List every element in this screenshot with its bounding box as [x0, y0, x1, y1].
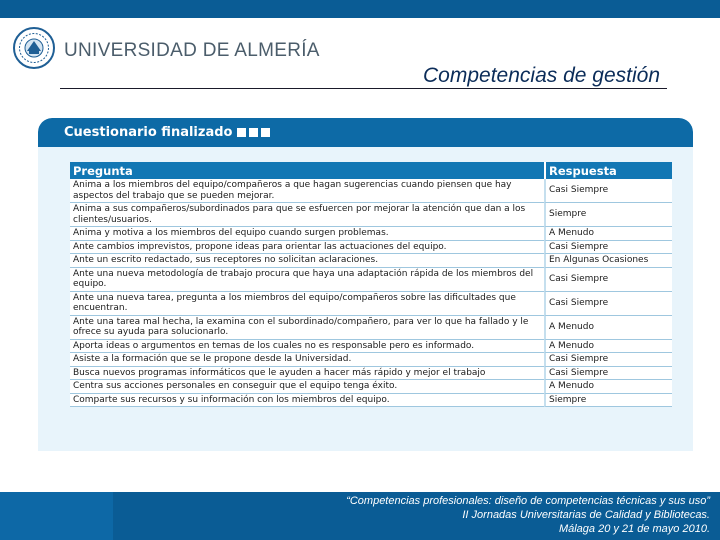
answer-cell: Casi Siempre	[544, 353, 672, 367]
footer-line-1: “Competencias profesionales: diseño de competencias técnicas y sus uso”	[346, 495, 710, 507]
answer-cell: A Menudo	[544, 227, 672, 241]
table-row	[70, 367, 672, 381]
footer-banner	[0, 492, 720, 540]
table-row	[70, 380, 672, 394]
answer-cell: A Menudo	[544, 340, 672, 354]
title-divider	[60, 88, 667, 89]
question-cell: Comparte sus recursos y su información con los miembros del equipo.	[70, 394, 544, 408]
column-header-respuesta: Respuesta	[544, 162, 672, 179]
table-row	[70, 340, 672, 354]
footer-accent-block	[0, 492, 113, 540]
answer-cell: A Menudo	[544, 380, 672, 394]
answer-cell: Casi Siempre	[544, 179, 672, 203]
questionnaire-panel	[38, 118, 693, 451]
top-banner	[0, 0, 720, 18]
questionnaire-table	[70, 162, 672, 407]
panel-title: Cuestionario finalizado	[64, 125, 233, 140]
question-cell: Asiste a la formación que se le propone desde la Universidad.	[70, 353, 544, 367]
table-row	[70, 268, 672, 292]
question-cell: Anima a los miembros del equipo/compañeros a que hagan sugerencias cuando piensen que hay aspectos del trabajo que se pueden mejorar.	[70, 179, 544, 203]
question-cell: Ante un escrito redactado, sus receptores no solicitan aclaraciones.	[70, 254, 544, 268]
answer-cell: Casi Siempre	[544, 268, 672, 292]
answer-cell: Siempre	[544, 203, 672, 227]
table-row	[70, 316, 672, 340]
table-row	[70, 254, 672, 268]
square-bullets-icon	[237, 128, 270, 137]
answer-cell: Casi Siempre	[544, 241, 672, 255]
table-row	[70, 179, 672, 203]
answer-cell: Casi Siempre	[544, 367, 672, 381]
question-cell: Anima y motiva a los miembros del equipo cuando surgen problemas.	[70, 227, 544, 241]
question-cell: Ante cambios imprevistos, propone ideas para orientar las actuaciones del equipo.	[70, 241, 544, 255]
page-title: Competencias de gestión	[423, 64, 660, 87]
footer-citation	[346, 494, 710, 536]
table-row	[70, 353, 672, 367]
question-cell: Centra sus acciones personales en conseguir que el equipo tenga éxito.	[70, 380, 544, 394]
table-row	[70, 292, 672, 316]
question-cell: Anima a sus compañeros/subordinados para que se esfuercen por mejorar la atención que dan a los clientes/usuarios.	[70, 203, 544, 227]
question-cell: Ante una nueva metodología de trabajo procura que haya una adaptación rápida de los miembros del equipo.	[70, 268, 544, 292]
question-cell: Busca nuevos programas informáticos que le ayuden a hacer más rápido y mejor el trabajo	[70, 367, 544, 381]
answer-cell: En Algunas Ocasiones	[544, 254, 672, 268]
question-cell: Aporta ideas o argumentos en temas de los cuales no es responsable pero es informado.	[70, 340, 544, 354]
table-row	[70, 394, 672, 408]
panel-header	[38, 118, 693, 147]
university-seal-icon	[12, 26, 56, 70]
table-row	[70, 203, 672, 227]
footer-line-2: II Jornadas Universitarias de Calidad y Bibliotecas.	[462, 509, 710, 521]
answer-cell: A Menudo	[544, 316, 672, 340]
question-cell: Ante una nueva tarea, pregunta a los miembros del equipo/compañeros sobre las dificultades que encuentran.	[70, 292, 544, 316]
answer-cell: Siempre	[544, 394, 672, 408]
column-header-pregunta: Pregunta	[70, 162, 544, 179]
table-row	[70, 227, 672, 241]
table-header-row	[70, 162, 672, 179]
table-row	[70, 241, 672, 255]
footer-line-3: Málaga 20 y 21 de mayo 2010.	[558, 523, 710, 535]
question-cell: Ante una tarea mal hecha, la examina con el subordinado/compañero, para ver lo que ha fallado y le ofrece su ayuda para solucionarlo.	[70, 316, 544, 340]
answer-cell: Casi Siempre	[544, 292, 672, 316]
university-name: UNIVERSIDAD DE ALMERÍA	[64, 40, 320, 61]
